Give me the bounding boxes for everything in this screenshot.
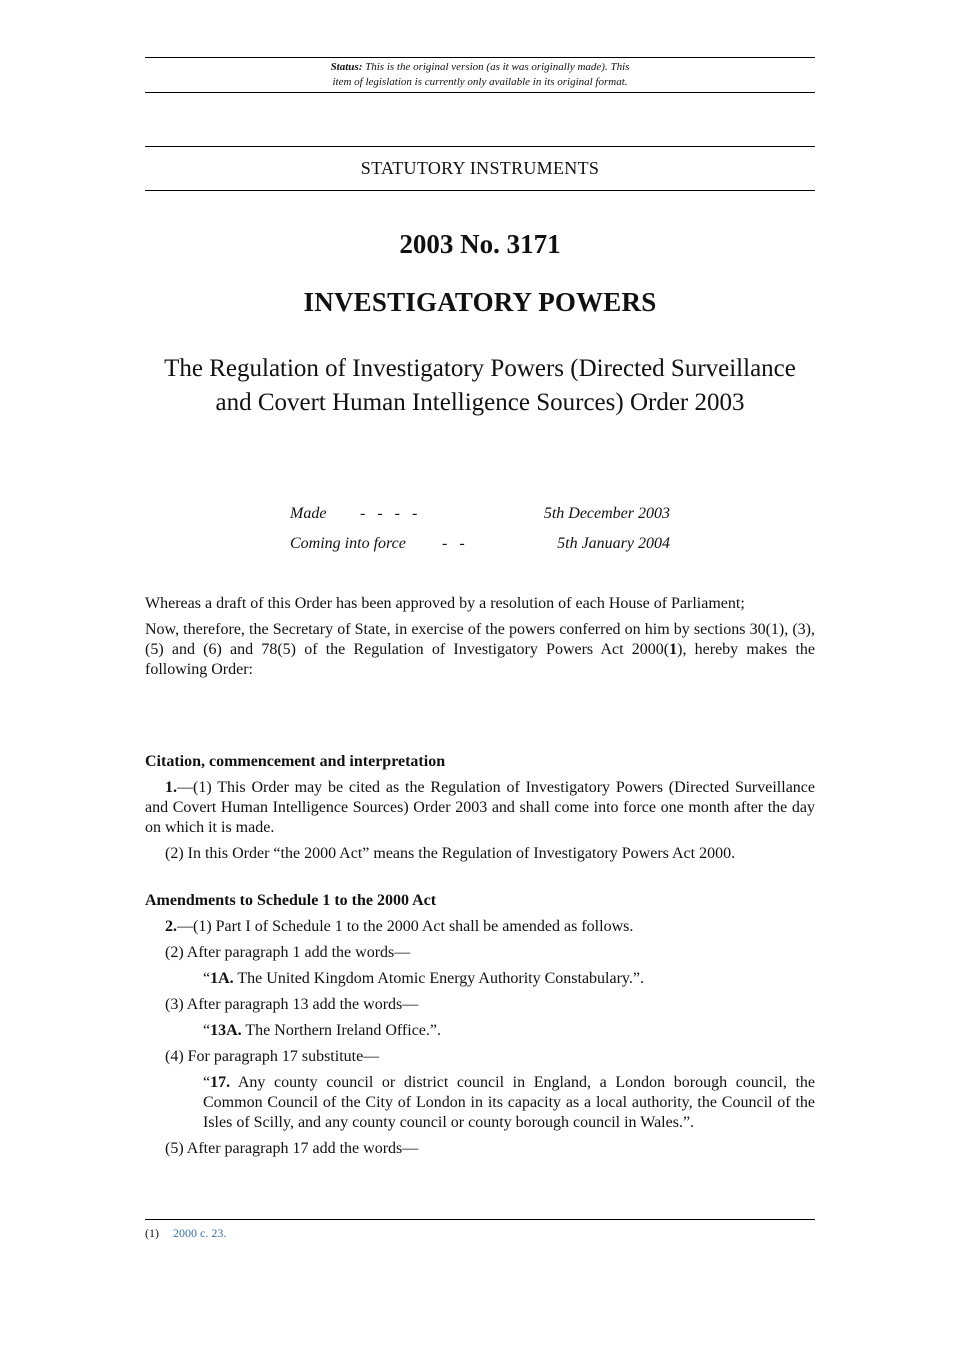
quote-number: 17. [210, 1074, 231, 1091]
footnote-divider [145, 1219, 815, 1220]
date-row-made [290, 505, 670, 535]
footnote-marker: (1) [145, 1226, 159, 1240]
order-title-line-2: and Covert Human Intelligence Sources) Order 2003 [215, 389, 745, 416]
footnote-ref: 1 [669, 641, 678, 658]
quote-1a: “1A. The United Kingdom Atomic Energy Authority Constabulary.”. [203, 970, 644, 987]
dates-table [290, 505, 670, 565]
article-1-para-2: (2) In this Order “the 2000 Act” means the Regulation of Investigatory Powers Act 2000. [165, 845, 736, 862]
date-label: Made [290, 505, 327, 522]
status-line-1: This is the original version (as it was originally made). This [365, 61, 630, 73]
article-2-para-5: (5) After paragraph 17 add the words— [165, 1140, 419, 1157]
date-label: Coming into force [290, 535, 406, 552]
preamble-enacting [145, 620, 815, 680]
article-1 [145, 752, 815, 870]
order-title-line-1: The Regulation of Investigatory Powers (Directed Surveillance [164, 355, 796, 382]
date-row-coming-into-force [290, 535, 670, 565]
article-1-para-1 [145, 778, 815, 838]
footnote-link[interactable]: 2000 c. 23. [173, 1226, 227, 1240]
date-value: 5th January 2004 [557, 535, 670, 552]
article-1-heading: Citation, commencement and interpretation [145, 753, 446, 770]
quote-text: The United Kingdom Atomic Energy Authority Constabulary.”. [233, 970, 644, 987]
preamble [145, 594, 815, 686]
quote-number: 1A. [210, 970, 234, 987]
status-notice [145, 57, 815, 93]
article-number: 2. [165, 918, 177, 935]
footnote [145, 1226, 226, 1241]
article-2-para-3: (3) After paragraph 13 add the words— [165, 996, 419, 1013]
quote-number: 13A. [210, 1022, 242, 1039]
article-2 [145, 891, 815, 1165]
subject-heading: INVESTIGATORY POWERS [303, 287, 657, 317]
article-2-para-2: (2) After paragraph 1 add the words— [165, 944, 411, 961]
instrument-number: 2003 No. 3171 [399, 229, 561, 259]
date-dashes: - - - - [360, 505, 418, 522]
article-2-heading: Amendments to Schedule 1 to the 2000 Act [145, 892, 437, 909]
quote-text: The Northern Ireland Office.”. [241, 1022, 441, 1039]
date-value: 5th December 2003 [543, 505, 670, 522]
status-line-2: item of legislation is currently only available in its original format. [332, 76, 628, 88]
statutory-instruments-band: STATUTORY INSTRUMENTS [145, 146, 815, 191]
quote-17: “17. Any county council or district council in England, a London borough council, the Common Council of the City of London in its capacity as a local authority, the Council of the Isles of Scilly, and any county council or county borough council in Wales.”. [203, 1074, 815, 1131]
article-2-para-1 [145, 917, 815, 937]
date-dashes: - - [442, 535, 465, 552]
article-2-text-1: —(1) Part I of Schedule 1 to the 2000 Act shall be amended as follows. [177, 918, 634, 935]
preamble-text-b: ), hereby makes the following Order: [145, 641, 815, 678]
article-1-text-1: —(1) This Order may be cited as the Regulation of Investigatory Powers (Directed Surveillance and Covert Human Intelligence Sources) Order 2003 and shall come into force one month after the day on which it is made. [145, 779, 815, 836]
order-title [145, 352, 815, 420]
quote-text: Any county council or district council in England, a London borough council, the Common Council of the City of London in its capacity as a local authority, the Council of the Isles of Scilly, and any county council or county borough council in Wales.”. [203, 1074, 815, 1131]
article-number: 1. [165, 779, 177, 796]
article-2-para-4: (4) For paragraph 17 substitute— [165, 1048, 380, 1065]
status-label: Status: [330, 61, 363, 73]
preamble-text-a: Now, therefore, the Secretary of State, in exercise of the powers conferred on him by sections 30(1), (3), (5) and (6) and 78(5) of the Regulation of Investigatory Powers Act 2000( [145, 621, 815, 658]
preamble-whereas: Whereas a draft of this Order has been approved by a resolution of each House of Parliament; [145, 595, 745, 612]
quote-13a: “13A. The Northern Ireland Office.”. [203, 1022, 441, 1039]
